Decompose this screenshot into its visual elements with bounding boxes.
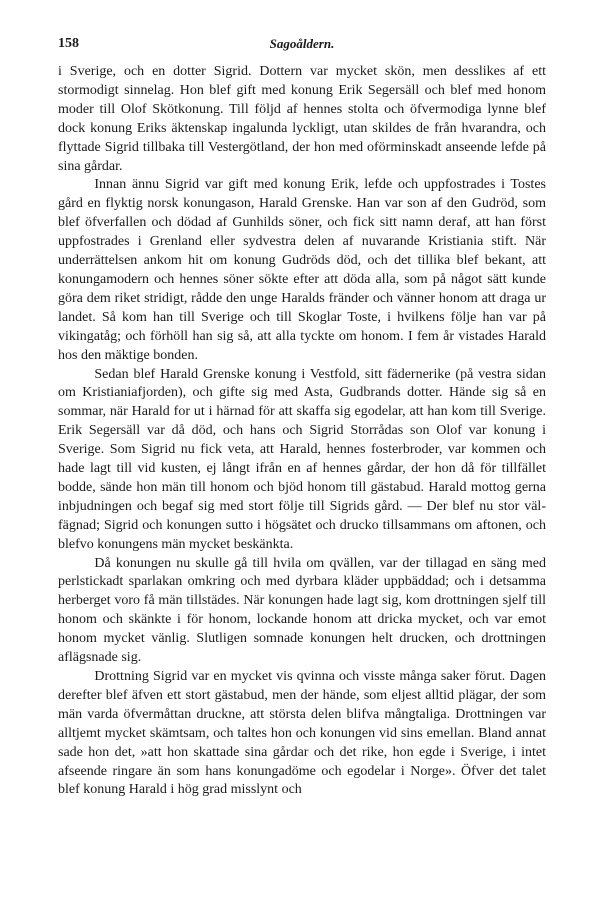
page-number: 158: [58, 36, 79, 51]
body-text: [58, 63, 546, 800]
paragraph: Sedan blef Harald Grenske konung i Vestfold, sitt fädernerike (på vestra sidan om Kristianiafjorden), och gifte sig med Asta, Gudbrands dotter. Hände sig så en sommar, när Harald for ut i härnad för att skaffa sig egodelar, att han kom till Sverige. Erik Segersäll var då död, och hans och Sigrid Storrådas son Olof var konung i Sverige. Som Sigrid nu fick veta, att Harald, hennes fosterbroder, var kommen och hade lagt till vid kusten, ej långt ifrån en af hennes gårdar, der hon då för tillfället bodde, sände hon män till honom och bjöd honom till gästabud. Harald mottog gerna inbjudningen och begaf sig med stort följe till Sigrids gård. — Der blef nu stor välfägnad; Sigrid och konungen sutto i högsätet och drucko tillsammans om aftonen, och blefvo konungens män mycket beskänkta.: [58, 366, 546, 552]
paragraph: Innan ännu Sigrid var gift med konung Erik, lefde och uppfostrades i Tostes gård en flyktig norsk konungason, Harald Grenske. Han var son af den Gudröd, som blef öfverfallen och dödad af Gunhilds söner, och fick sitt namn deraf, att han först uppfostrades i Grenland eller sydvestra delen af nuvarande Kristiania stift. När underrättelsen ankom hit om konung Gudröds död, och det tillika blef bekant, att konungamodern och hennes söner sökte efter att döda alla, som på något sätt kunde göra dem riket stridigt, rådde den unge Haralds fränder och vänner honom att draga ur landet. Så kom han till Sverige och till Skoglar Toste, i hvilkens följe han var på vikingatåg; och förhöll han sig så, att alla tyckte om honom. I fem år vistades Harald hos den mäktige bonden.: [58, 177, 546, 363]
paragraph: i Sverige, och en dotter Sigrid. Dottern var mycket skön, men desslikes af ett stormodigt sinnelag. Hon blef gift med konung Erik Segersäll och blef med honom moder till Olof Skötkonung. Till följd af hennes stolta och öfvermodiga lynne blef dock konung Eriks äktenskap ingalunda lyckligt, utan skildes de från hvarandra, och flyttade Sigrid tillbaka till Vestergötland, der hon med oförminskadt anseende lefde på sina gårdar.: [58, 64, 546, 174]
page-header: [58, 36, 546, 56]
running-title: Sagoåldern.: [269, 36, 335, 51]
paragraph: Drottning Sigrid var en mycket vis qvinna och visste många saker förut. Dagen derefter blef äfven ett stort gästabud, men der hände, som eljest alltid plägar, der som män varda öfvermåttan druckne, att största delen blifva mångtaliga. Drottningen var alltjemt mycket skämtsam, och taltes hon och konungen vid sins emellan. Bland annat sade hon det, »att hon skattade sina gårdar och det rike, hon egde i Sverige, i intet afseende ringare än som hans konungadöme och egodelar i Norge». Öfver det talet blef konung Harald i hög grad misslynt och: [58, 669, 546, 798]
paragraph: Då konungen nu skulle gå till hvila om qvällen, var der tillagad en säng med perlstickadt sparlakan omkring och med dyrbara kläder uppbäddad; och i detsamma herberget voro få män tillstädes. När konungen hade lagt sig, kom drottningen sjelf till honom och skänkte i för honom, lockande honom att dricka mycket, och var emot honom mycket vänlig. Slutligen somnade konungen helt drucken, och drottningen aflägsnade sig.: [58, 555, 546, 666]
